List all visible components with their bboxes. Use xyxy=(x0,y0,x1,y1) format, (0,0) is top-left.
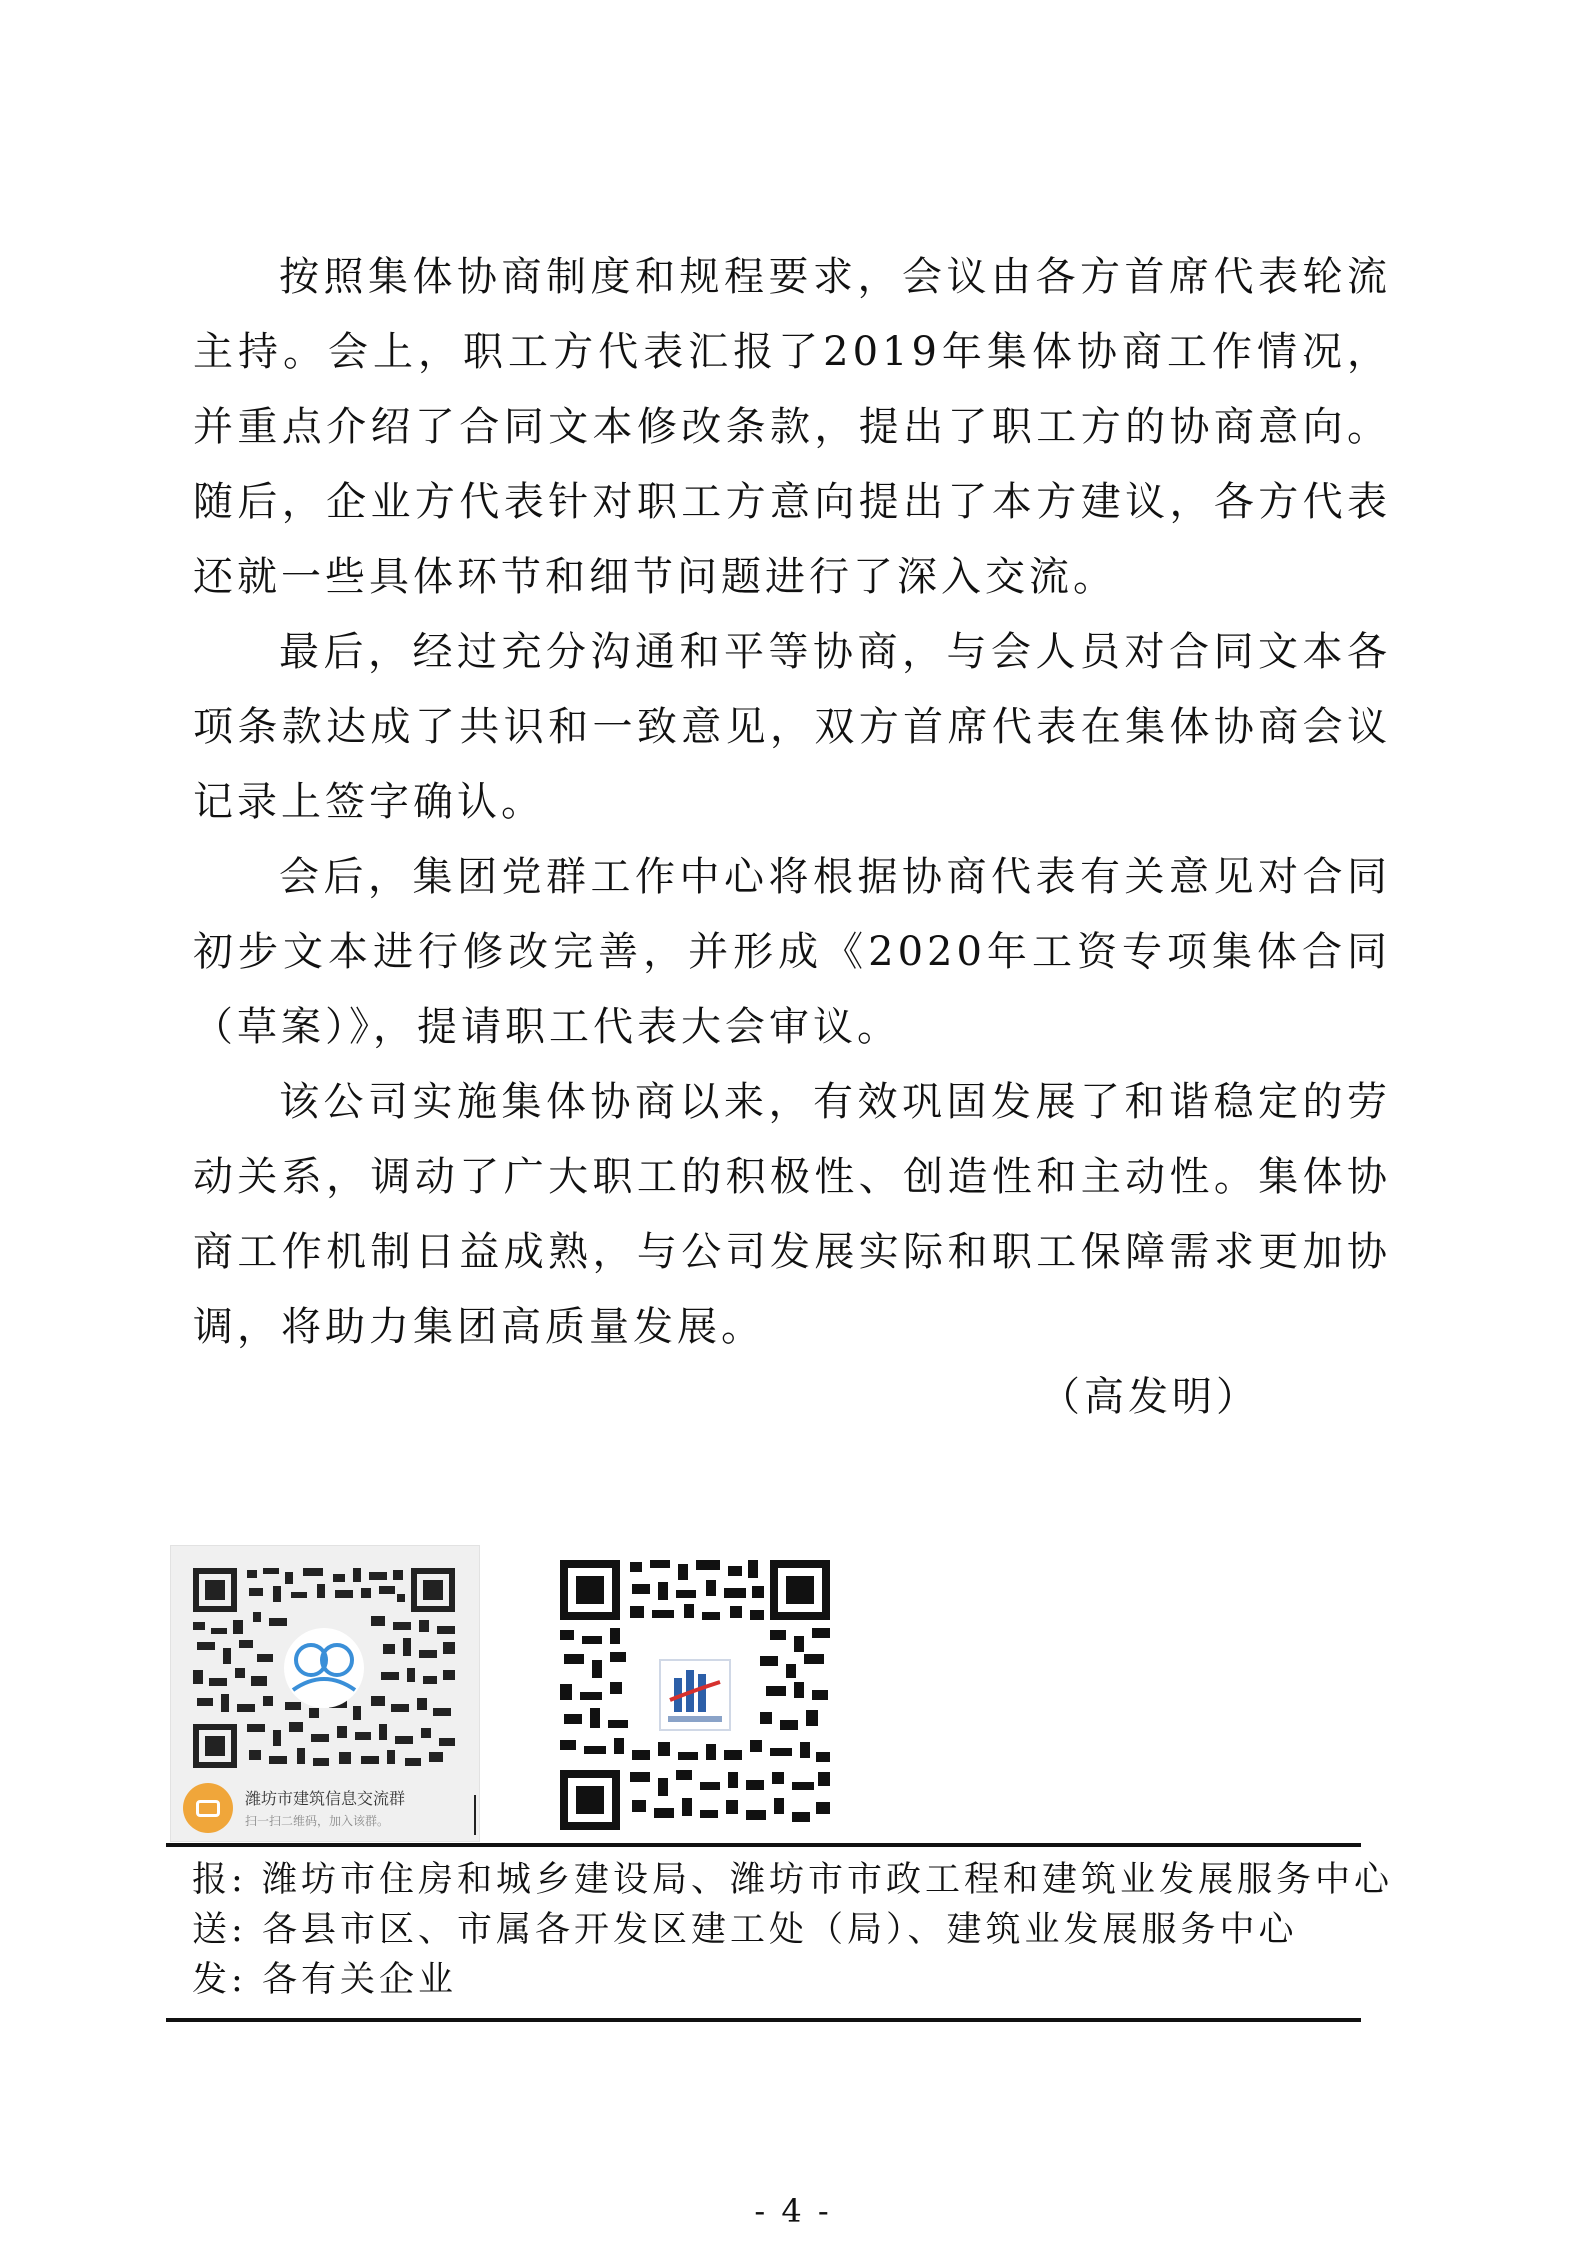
distribution-text: 潍坊市住房和城乡建设局、潍坊市市政工程和建筑业发展服务中心 xyxy=(261,1860,1393,1900)
group-qr-card xyxy=(170,1545,480,1842)
distribution-text: 各有关企业 xyxy=(261,1960,457,2000)
group-name: 潍坊市建筑信息交流群 xyxy=(245,1789,406,1808)
group-hint: 扫一扫二维码，加入该群。 xyxy=(245,1814,390,1828)
distribution-label: 报: xyxy=(192,1860,247,1900)
article-body xyxy=(193,240,1391,1365)
bottom-rule xyxy=(166,2018,1361,2022)
official-qr-code xyxy=(560,1560,830,1830)
distribution-list xyxy=(192,1855,1393,2005)
qr-card-edge xyxy=(474,1795,476,1835)
top-rule xyxy=(166,1843,1361,1847)
distribution-row-report xyxy=(192,1855,1393,1905)
paragraph-1: 按照集体协商制度和规程要求，会议由各方首席代表轮流主持。会上，职工方代表汇报了2019年集体协商工作情况，并重点介绍了合同文本修改条款，提出了职工方的协商意向。随后，企业方代表针对职工方意向提出了本方建议，各方代表还就一些具体环节和细节问题进行了深入交流。 xyxy=(193,254,1391,600)
distribution-label: 送: xyxy=(192,1910,247,1950)
paragraph-4: 该公司实施集体协商以来，有效巩固发展了和谐稳定的劳动关系，调动了广大职工的积极性、创造性和主动性。集体协商工作机制日益成熟，与公司发展实际和职工保障需求更加协调，将助力集团高质量发展。 xyxy=(193,1079,1391,1350)
group-chat-icon xyxy=(284,1628,364,1708)
author-signature: （高发明） xyxy=(1040,1374,1260,1420)
paragraph-2: 最后，经过充分沟通和平等协商，与会人员对合同文本各项条款达成了共识和一致意见，双方首席代表在集体协商会议记录上签字确认。 xyxy=(193,629,1391,825)
distribution-label: 发: xyxy=(192,1960,247,2000)
paragraph-3: 会后，集团党群工作中心将根据协商代表有关意见对合同初步文本进行修改完善，并形成《2020年工资专项集体合同（草案）》，提请职工代表大会审议。 xyxy=(193,854,1391,1050)
group-qr-code xyxy=(193,1568,455,1768)
distribution-row-send xyxy=(192,1905,1393,1955)
distribution-row-issue xyxy=(192,1955,1393,2005)
distribution-text: 各县市区、市属各开发区建工处（局）、建筑业发展服务中心 xyxy=(261,1910,1298,1950)
group-chat-icon xyxy=(183,1783,233,1833)
building-logo-icon xyxy=(660,1660,730,1730)
page-number: - 4 - xyxy=(754,2192,832,2230)
